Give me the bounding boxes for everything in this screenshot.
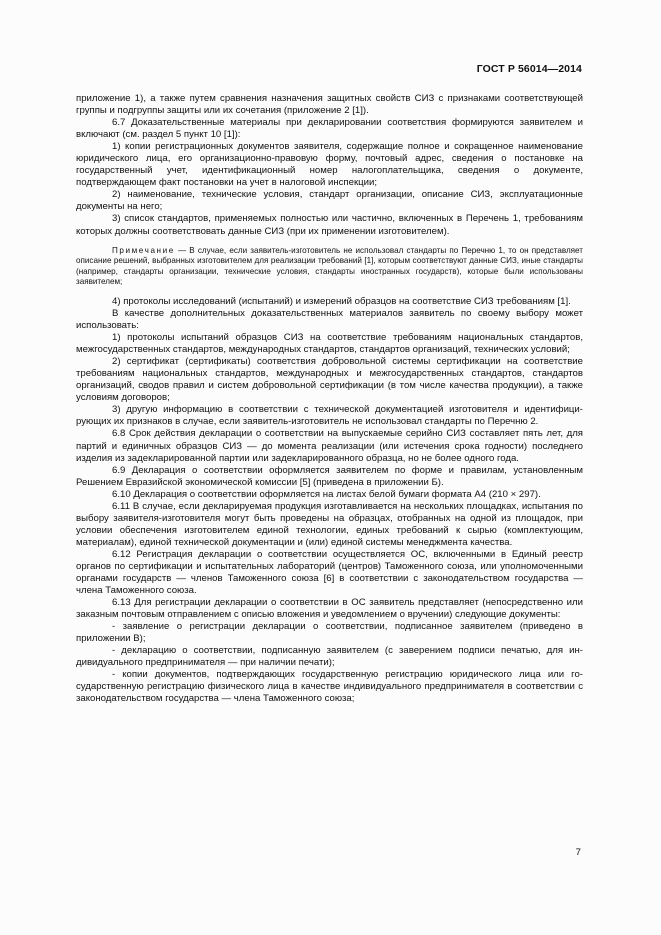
list-item-document-copies: - копии документов, подтверждающих государственную регистрацию юридического лица или государственную регистрацию физического лица в качестве индивидуального предпринимателя в соответствии с законодательством государства — члена Таможенного союза; — [76, 669, 583, 705]
list-item-registration-docs: 1) копии регистрационных документов заявителя, содержащие полное и сокращенное наименование юридического лица, его организационно-правовую форму, почтовый адрес, сведения о постановке на государственный учет, идентификационный номер налогоплательщика, сведения о документе, подтверждающем факт постановки на учет в налоговой инспекции; — [76, 141, 583, 189]
list-item-certificates: 2) сертификат (сертификаты) соответствия добровольной системы сертификации на соответствие требованиям национальных стандартов, международных и межгосударственных стандартов, стандартов организаций, сводов правил и систем добровольной сертификации (в том числе качества продукции), а также условиям договоров; — [76, 356, 583, 404]
paragraph-6-12: 6.12 Регистрация декларации о соответствии осуществляется ОС, включенными в Единый реестр органов по сертификации и испытательных лабораторий (центров) Таможенного союза, или уполномоченными органами государств — членов Таможенного союза [6] в соответствии с законодательством государства — члена Таможенного союза. — [76, 548, 583, 597]
paragraph-6-7: 6.7 Доказательственные материалы при декларировании соответствия формируются заявителем и включают (см. раздел 5 пункт 10 [1]): — [76, 117, 583, 141]
list-item-test-reports: 4) протоколы исследований (испытаний) и измерений образцов на соответствие СИЗ требованиям [1]. — [112, 295, 571, 307]
document-body — [76, 93, 583, 706]
note-label: Примечание — [112, 245, 175, 255]
page-number: 7 — [575, 847, 581, 858]
paragraph-6-8: 6.8 Срок действия декларации о соответствии на выпускаемые серийно СИЗ составляет пять лет, для партий и единичных образцов СИЗ — до момента реализации (или истечения срока годности) последнего изделия из задекларированной партии или задекларированного образца, но не более одного года. — [76, 428, 583, 464]
paragraph-6-11: 6.11 В случае, если декларируемая продукция изготавливается на нескольких площадках, испытания по выбору заявителя-изготовителя могут быть проведены на образцах, отобранных на одной из площадок, при условии обеспечения изготовителем единой технологии, единых требований к сырью (комплектующим, материалам), единой технической документации и (или) единой системы менеджмента качества. — [76, 500, 583, 548]
list-item-application: - заявление о регистрации декларации о соответствии, подписанное заявителем (приведено в приложении В); — [76, 621, 583, 645]
document-header: ГОСТ Р 56014—2014 — [476, 63, 582, 75]
paragraph-6-13: 6.13 Для регистрации декларации о соответствии в ОС заявитель представляет (непосредственно или заказным почтовым отправлением с описью вложения и уведомлением о вручении) следующие документы: — [76, 597, 583, 621]
list-item-test-protocols: 1) протоколы испытаний образцов СИЗ на соответствие требованиям национальных стандартов, межгосударственных стандартов, международных стандартов, стандартов организаций, технических условий; — [76, 332, 583, 356]
paragraph-appendix-continuation: приложение 1), а также путем сравнения назначения защитных свойств СИЗ с признаками соответствующей группы и подгруппы защиты или их сочетания (приложение 2 [1]). — [76, 93, 583, 117]
list-item-product-name: 2) наименование, технические условия, стандарт организации, описание СИЗ, эксплуатационные документы на него; — [76, 189, 583, 213]
note-text: — В случае, если заявитель-изготовитель не использовал стандарты по Перечню 1, то он представляет описание решений, выбранных изготовителем для реализации требований [1], которым соответствуют данные СИЗ, иные стандарты (например, стандарты организации, технические условия, стандарты иностранных государств), которые были использованы заявителем; — [76, 245, 583, 287]
list-item-declaration: - декларацию о соответствии, подписанную заявителем (с заверением подписи печатью, для индивидуального предпринимателя — при наличии печати); — [76, 645, 583, 669]
list-item-other-info: 3) другую информацию в соответствии с технической документацией изготовителя и идентифицирующих их признаков в случае, если заявитель-изготовитель не использовал стандарты по Перечню 2. — [76, 404, 583, 428]
list-item-standards-list: 3) список стандартов, применяемых полностью или частично, включенных в Перечень 1, требованиям которых должны соответствовать данные СИЗ (при их применении изготовителем). — [76, 213, 583, 237]
paragraph-6-9: 6.9 Декларация о соответствии оформляется заявителем по форме и правилам, установленным Решением Евразийской экономической комиссии [5] (приведена в приложении Б). — [76, 464, 583, 488]
paragraph-additional-materials: В качестве дополнительных доказательственных материалов заявитель по своему выбору может использовать: — [76, 307, 583, 332]
paragraph-6-10: 6.10 Декларация о соответствии оформляется на листах белой бумаги формата А4 (210 × 297). — [112, 488, 541, 500]
note-block — [76, 246, 583, 288]
